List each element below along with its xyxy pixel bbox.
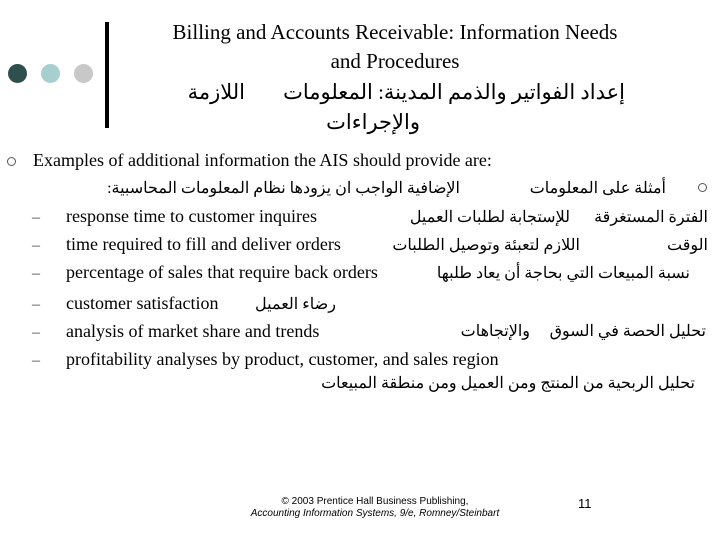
main-bullet-ar-part1: أمثلة على المعلومات bbox=[529, 180, 666, 197]
item-en: analysis of market share and trends bbox=[66, 321, 320, 341]
item-ar-1: الوقت bbox=[667, 237, 708, 254]
item-ar-1: تحليل الحصة في السوق bbox=[549, 323, 706, 340]
item-ar-1: رضاء العميل bbox=[255, 296, 336, 313]
slide-title-ar-part2: اللازمة bbox=[187, 80, 245, 104]
dash-marker: – bbox=[32, 296, 40, 313]
item-ar-1: نسبة المبيعات التي بحاجة أن يعاد طلبها bbox=[436, 265, 690, 282]
page-number: 11 bbox=[578, 496, 592, 511]
dash-marker: – bbox=[32, 237, 40, 254]
dot-dark bbox=[8, 64, 27, 83]
dot-teal bbox=[41, 64, 60, 83]
item-en: percentage of sales that require back orders bbox=[66, 262, 378, 282]
footer-line1: © 2003 Prentice Hall Business Publishing, bbox=[281, 496, 469, 507]
slide-title-ar-part3: والإجراءات bbox=[326, 110, 420, 134]
footer-copyright bbox=[235, 496, 515, 520]
slide-title-en-line1: Billing and Accounts Receivable: Information Needs bbox=[172, 20, 618, 44]
main-bullet-en: Examples of additional information the AIS should provide are: bbox=[33, 150, 492, 170]
bullet-marker bbox=[7, 157, 16, 166]
slide-title-en-line2: and Procedures bbox=[330, 49, 460, 73]
item-en: time required to fill and deliver orders bbox=[66, 234, 341, 254]
item-en: response time to customer inquires bbox=[66, 206, 317, 226]
main-bullet-ar-part2: الإضافية الواجب ان يزودها نظام المعلومات المحاسبية: bbox=[107, 180, 460, 197]
dash-marker: – bbox=[32, 324, 40, 341]
dot-gray bbox=[74, 64, 93, 83]
footer-line2: Accounting Information Systems, 9/e, Romney/Steinbart bbox=[250, 508, 500, 519]
dash-marker: – bbox=[32, 265, 40, 282]
dash-marker: – bbox=[32, 352, 40, 369]
item-en: profitability analyses by product, customer, and sales region bbox=[66, 349, 499, 369]
item-ar-1: الفترة المستغرقة bbox=[594, 209, 708, 226]
item-ar-2: اللازم لتعبئة وتوصيل الطلبات bbox=[392, 237, 580, 254]
item-ar-1: تحليل الربحية من المنتج ومن العميل ومن منطقة المبيعات bbox=[321, 375, 695, 392]
item-en: customer satisfaction bbox=[66, 293, 219, 313]
dash-marker: – bbox=[32, 209, 40, 226]
title-divider bbox=[105, 22, 109, 128]
item-ar-2: للإستجابة لطلبات العميل bbox=[409, 209, 570, 226]
item-ar-2: والإتجاهات bbox=[460, 323, 530, 340]
bullet-marker-ar bbox=[698, 183, 707, 192]
slide-title-ar-part1: إعداد الفواتير والذمم المدينة: المعلومات bbox=[283, 80, 625, 104]
